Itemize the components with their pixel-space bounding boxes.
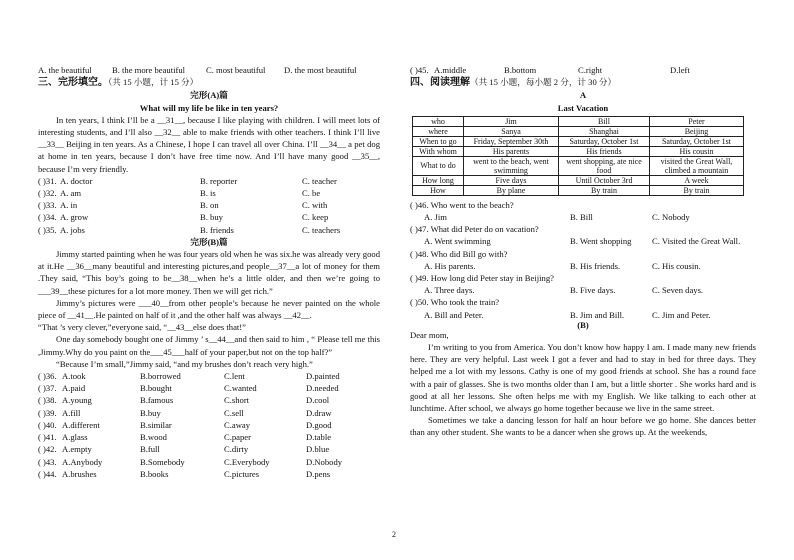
choice-d: D.blue <box>306 444 330 455</box>
question-number: ( )32. <box>38 188 57 199</box>
table-cell: where <box>413 126 464 136</box>
question-34 <box>38 211 380 223</box>
table-cell: Saturday, October 1st <box>559 136 650 146</box>
question-number: ( )45. <box>410 65 429 75</box>
choice-b: B.famous <box>140 395 174 406</box>
choice-c: C. His cousin. <box>652 260 701 271</box>
choice-c: C.dirty <box>224 444 249 455</box>
table-cell: A week <box>650 175 744 185</box>
section3-note: （共 15 小题，计 15 分） <box>108 77 199 88</box>
choice-b: B. Bill <box>570 212 593 223</box>
table-cell: Friday, September 30th <box>464 136 559 146</box>
passageA-questions <box>410 199 756 321</box>
choice-a: A. grow <box>60 212 89 223</box>
question-number: ( )44. <box>38 468 57 479</box>
prev-question-options <box>38 64 380 76</box>
passageA-title: Last Vacation <box>557 102 609 113</box>
choice-b: B.Somebody <box>140 456 185 467</box>
choice-c: C.short <box>224 395 250 406</box>
choice-a: A.paid <box>62 383 86 394</box>
question-47-choices <box>410 235 756 247</box>
choice-a: A. in <box>60 200 78 211</box>
section3-title: 三、完形填空。 <box>38 77 108 89</box>
table-cell: visited the Great Wall, climbed a mountain <box>650 156 744 175</box>
section4-title: 四、阅读理解 <box>410 77 470 89</box>
choice-c: C. Seven days. <box>652 285 704 296</box>
choice-b: B.similar <box>140 419 172 430</box>
choice-d: D.draw <box>306 407 332 418</box>
choice-c: C.Everybody <box>224 456 270 467</box>
option-d: D. the most beautiful <box>284 65 357 75</box>
passageB-label: (B) <box>577 319 589 330</box>
question-31 <box>38 175 380 187</box>
table-cell: who <box>413 116 464 126</box>
question-number: ( )40. <box>38 419 57 430</box>
table-row <box>413 126 744 136</box>
choice-c: C. Jim and Peter. <box>652 309 711 320</box>
choice-c: C. teachers <box>302 224 341 235</box>
table-row <box>413 146 744 156</box>
question-number: ( )39. <box>38 407 57 418</box>
choice-b: B. friends <box>200 224 234 235</box>
choice-a: A.different <box>62 419 100 430</box>
table-row <box>413 185 744 195</box>
table-row <box>413 116 744 126</box>
table-cell: When to go <box>413 136 464 146</box>
table-cell: Beijing <box>650 126 744 136</box>
choice-c: C.sell <box>224 407 244 418</box>
table-row <box>413 136 744 146</box>
question-number: ( )38. <box>38 395 57 406</box>
question-number: ( )31. <box>38 175 57 186</box>
choice-c: C.pictures <box>224 468 260 479</box>
choice-d: D.painted <box>306 371 340 382</box>
choice-b: B. Jim and Bill. <box>570 309 625 320</box>
choice-a: A. jobs <box>60 224 85 235</box>
choice-a: A. Jim <box>424 212 447 223</box>
choice-b: B. Five days. <box>570 285 616 296</box>
question-50: ( )50. Who took the train? <box>410 297 500 308</box>
clozeB-paragraph-1: Jimmy started painting when he was four years old when he was six.he was already very good at it.He __36__many beautiful and interesting pictures,and people__37__a lot of money for them .They said, “This boy’s going to be__38__when he’s a little older, and then we’re going to ___39__these pictures for a lot more money. Then we will get rich.” <box>38 249 380 296</box>
option-c: C. most beautiful <box>206 65 266 75</box>
clozeA-questions <box>38 175 380 236</box>
choice-c: C. with <box>302 200 328 211</box>
question-48: ( )48. Who did Bill go with? <box>410 248 508 259</box>
choice-a: A.fill <box>62 407 81 418</box>
table-cell: How <box>413 185 464 195</box>
clozeA-heading: 完形(A)篇 <box>190 90 228 101</box>
choice-b: B. is <box>200 188 216 199</box>
table-cell: By plane <box>464 185 559 195</box>
choice-d: D.Nobody <box>306 456 343 467</box>
choice-d: D.pens <box>306 468 331 479</box>
choice-d: D.needed <box>306 383 339 394</box>
clozeB-paragraph-4: One day somebody bought one of Jimmy ’ s__44__and then said to him , “ Please tell me this ,Jimmy.Why do you paint on the___45___half of your paper,but not on the top half?” <box>38 334 380 357</box>
choice-a: A.Anybody <box>62 456 103 467</box>
question-number: ( )41. <box>38 432 57 443</box>
option-b: B. the more beautiful <box>112 65 186 75</box>
question-43 <box>38 456 380 468</box>
clozeB-paragraph-2: Jimmy’s pictures were ___40__from other people’s because he never painted on the whole piece of __41__.He painted on half of it ,and the other half was always __42__. <box>38 297 380 321</box>
choice-c: C.right <box>578 65 603 75</box>
choice-a: A.brushes <box>62 468 97 479</box>
choice-b: B. on <box>200 200 219 211</box>
choice-a: A.young <box>62 395 92 406</box>
question-32 <box>38 187 380 199</box>
question-49: ( )49. How long did Peter stay in Beijing? <box>410 273 554 284</box>
right-column <box>410 64 756 439</box>
letter-greeting: Dear mom, <box>410 329 449 340</box>
choice-d: D.good <box>306 419 332 430</box>
question-36 <box>38 370 380 382</box>
choice-a: A. His parents. <box>424 260 476 271</box>
question-number: ( )43. <box>38 456 57 467</box>
choice-a: A.glass <box>62 432 88 443</box>
table-cell: What to do <box>413 156 464 175</box>
letter-paragraph-2: Sometimes we take a dancing lesson for half an hour before we go home. She dances better than any other student. She wants to be a dancer when she grows up. At the weekends, <box>410 415 756 438</box>
letter-paragraph-1: I’m writing to you from America. You don’t know how happy I am. I made many new friends here. They are very helpful. Last week I got a fever and had to stay in bed for three days. They helped me a lot with my lessons. Cathy is one of my good friends at school. She has a round face with a pair of glasses. She is two months older than I am, but a little shorter . She works hard and is good at all her lessons. She often helps me with my English. We like talking to each other at lunchtime. After school, we always go home together because we live in the same street. <box>410 342 756 414</box>
table-cell: Peter <box>650 116 744 126</box>
choice-c: C. be <box>302 188 321 199</box>
choice-a: A. Three days. <box>424 285 475 296</box>
choice-b: B.bought <box>140 383 172 394</box>
table-cell: Bill <box>559 116 650 126</box>
table-cell: Saturday, October 1st <box>650 136 744 146</box>
question-number: ( )35. <box>38 224 57 235</box>
question-number: ( )37. <box>38 383 57 394</box>
choice-a: A. am <box>60 188 82 199</box>
choice-b: B. reporter <box>200 175 238 186</box>
choice-b: B.bottom <box>504 65 537 75</box>
choice-c: C. Nobody <box>652 212 690 223</box>
choice-a: A. Went swimming <box>424 236 491 247</box>
choice-c: C.lent <box>224 371 245 382</box>
page-number: 2 <box>392 530 396 539</box>
left-column <box>38 64 380 480</box>
choice-b: B.full <box>140 444 160 455</box>
question-number: ( )36. <box>38 371 57 382</box>
question-48-choices <box>410 260 756 272</box>
choice-a: A.empty <box>62 444 92 455</box>
table-cell: Until October 3rd <box>559 175 650 185</box>
choice-c: C. teacher <box>302 175 337 186</box>
clozeA-title: What will my life be like in ten years? <box>139 102 279 113</box>
choice-a: A. doctor <box>60 175 93 186</box>
table-cell: By train <box>650 185 744 195</box>
question-number: ( )34. <box>38 212 57 223</box>
question-46-choices <box>410 211 756 223</box>
table-cell: Jim <box>464 116 559 126</box>
question-49-choices <box>410 284 756 296</box>
section4-header <box>410 76 756 89</box>
table-cell: By train <box>559 185 650 195</box>
choice-c: C. keep <box>302 212 329 223</box>
choice-b: B. Went shopping <box>570 236 632 247</box>
choice-b: B.borrowed <box>140 371 181 382</box>
question-number: ( )33. <box>38 200 57 211</box>
question-33 <box>38 199 380 211</box>
question-37 <box>38 382 380 394</box>
choice-c: C.wanted <box>224 383 257 394</box>
question-44 <box>38 468 380 480</box>
question-42 <box>38 443 380 455</box>
choice-a: A.middle <box>434 65 467 75</box>
choice-c: C. Visited the Great Wall. <box>652 236 741 247</box>
choice-b: B. buy <box>200 212 223 223</box>
clozeB-paragraph-5: “Because I’m small,”Jimmy said, “and my brushes don’t reach very high.” <box>56 358 313 369</box>
option-a: A. the beautiful <box>38 65 92 75</box>
table-cell: went shopping, ate nice food <box>559 156 650 175</box>
choice-d: D.table <box>306 432 332 443</box>
table-cell: Sanya <box>464 126 559 136</box>
choice-d: D.left <box>670 65 690 75</box>
clozeB-questions <box>38 370 380 480</box>
table-cell: His cousin <box>650 146 744 156</box>
choice-b: B.wood <box>140 432 167 443</box>
table-cell: With whom <box>413 146 464 156</box>
table-cell: His parents <box>464 146 559 156</box>
question-39 <box>38 407 380 419</box>
passageA-label: A <box>579 90 587 101</box>
table-row <box>413 156 744 175</box>
section4-note: （共 15 小题，每小题 2 分，计 30 分） <box>470 77 617 88</box>
table-cell: How long <box>413 175 464 185</box>
question-41 <box>38 431 380 443</box>
question-number: ( )42. <box>38 444 57 455</box>
choice-d: D.cool <box>306 395 330 406</box>
question-40 <box>38 419 380 431</box>
clozeB-paragraph-3: “That ’s very clever,”everyone said, “__43__else does that!” <box>38 322 246 333</box>
question-38 <box>38 394 380 406</box>
table-cell: His friends <box>559 146 650 156</box>
choice-b: B.buy <box>140 407 161 418</box>
section3-header <box>38 76 380 89</box>
question-50-choices <box>410 309 756 321</box>
clozeA-paragraph: In ten years, I think I’ll be a __31__, because I like playing with children. I will meet lots of interesting students, and I’ll also __32__ able to make friends with other teachers. I think I’ll live __33__ Beijing in ten years. As a Chinese, I hope I can travel all over China. I’ll __34__ a pet dog at home in ten years, because I don’t have free time now. And I’ll have many good __35__, because I’m very friendly. <box>38 114 380 174</box>
choice-b: B. His friends. <box>570 260 621 271</box>
table-cell: went to the beach, went swimming <box>464 156 559 175</box>
question-35 <box>38 224 380 236</box>
table-cell: Five days <box>464 175 559 185</box>
table-cell: Shanghai <box>559 126 650 136</box>
choice-a: A. Bill and Peter. <box>424 309 484 320</box>
vacation-table <box>412 116 744 196</box>
question-45 <box>410 64 756 76</box>
clozeB-heading: 完形(B)篇 <box>190 236 228 247</box>
question-46: ( )46. Who went to the beach? <box>410 199 514 210</box>
choice-a: A.took <box>62 371 86 382</box>
choice-b: B.books <box>140 468 169 479</box>
choice-c: C.paper <box>224 432 251 443</box>
choice-c: C.away <box>224 419 251 430</box>
question-47: ( )47. What did Peter do on vacation? <box>410 224 539 235</box>
table-row <box>413 175 744 185</box>
